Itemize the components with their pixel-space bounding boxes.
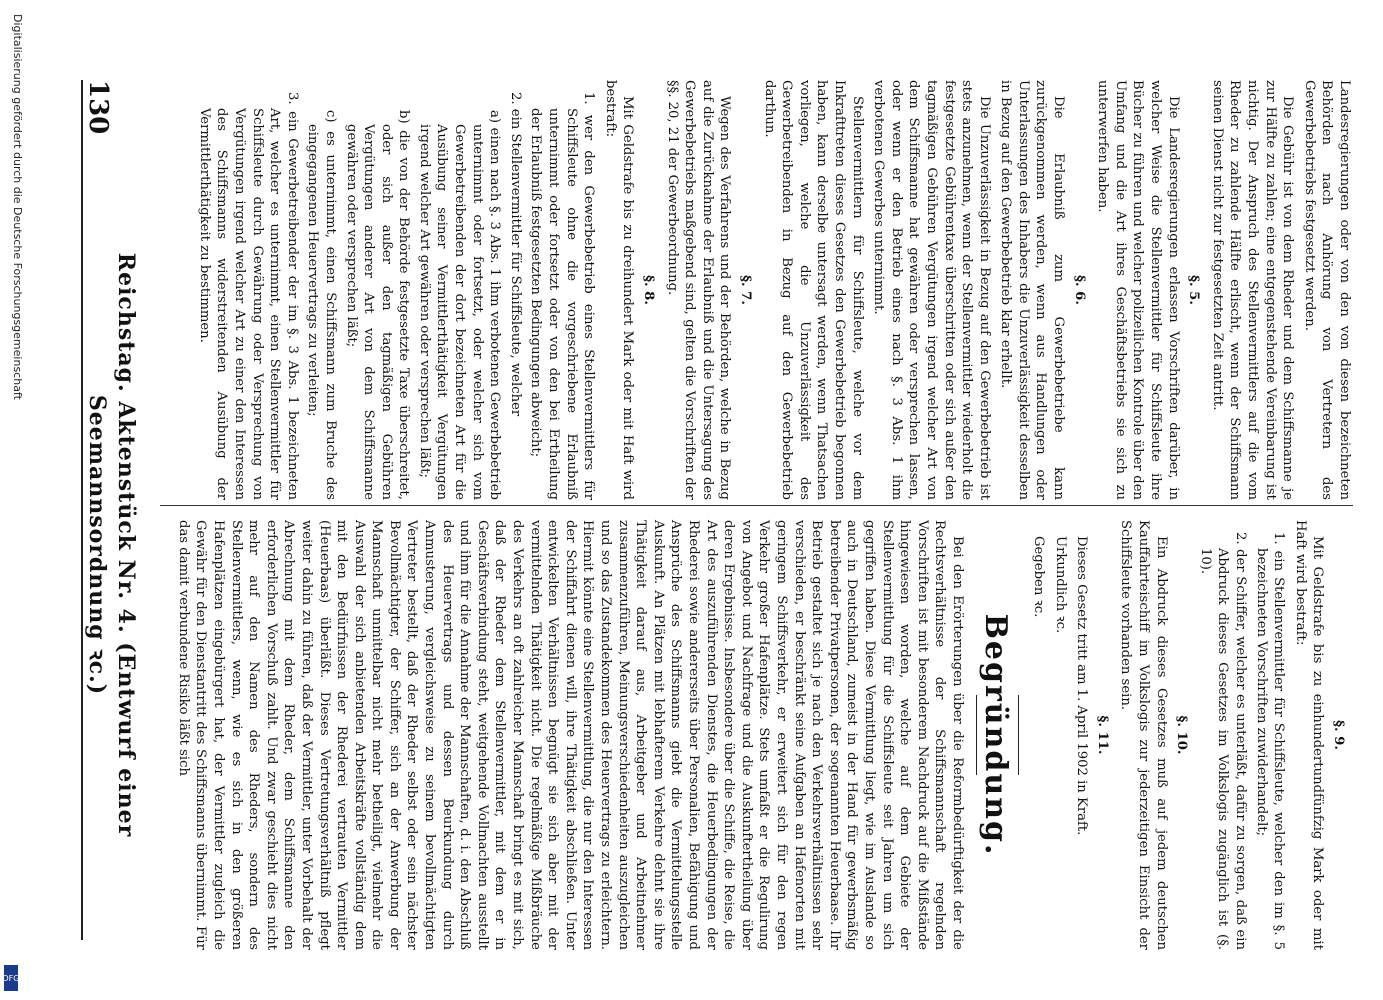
section-heading: §. 6. (1071, 275, 1087, 305)
list-item: 2. ein Stellenvermittler für Schiffsleute, welcher (507, 92, 523, 417)
signature-line: Gegeben ꝛc. (1031, 536, 1047, 618)
list-item: 3. ein Gewerbetreibender der im §. 3 Abs. 1 bezeichneten Art, welcher es unternimmt, einen Stellenvermittler für Schiffsleute durch Gewährung oder Versprechung von Vergütungen irgend welcher Art zu einer den Interessen des Schiffsmanns widerstreitenden Ausübung der Vermittlerthätigkeit zu bestimmen. (196, 92, 300, 500)
paragraph: Landesregierungen oder von den von diesen bezeichneten Behörden nach Anhörung von Vertretern des Gewerbebetriebs festgesetzt werden. (1301, 80, 1352, 500)
paragraph: Die Unzuverlässigkeit in Bezug auf den Gewerbebetrieb ist stets anzunehmen, wenn der Stellenvermittler wiederholt die festgesetzte Gebührentaxe überschritten oder sich außer den tagmäßigen Gebühren Vergütungen irgend welcher Art von dem Schiffsmanne hat gewähren oder versprechen lassen, oder wenn er den Betrieb eines nach §. 3 Abs. 1 ihm verbotenen Gewerbes unternimmt. (871, 80, 992, 500)
section-title-begruendung: Begründung. (978, 613, 1014, 857)
paragraph: Wegen des Verfahrens und der Behörden, welche in Bezug auf die Zurücknahme der Erlaubniß und die Untersagung des Gewerbebetriebs maßgebend sind, gelten die Vorschriften der §§. 20, 21 der Gewerbeordnung. (664, 80, 733, 500)
digitization-footer (4, 4, 22, 994)
column-divider (160, 505, 1353, 506)
sub-list-item: b) die von der Behörde festgesetzte Taxe überschreitet, oder sich außer den tagmäßigen Gebühren Vergütungen anderer Art von dem Schiffsmanne gewähren oder versprechen läßt; (343, 110, 412, 500)
paragraph: Ein Abdruck dieses Gesetzes muß auf jedem deutschen Kauffahrteischiff im Volkslogis zur jederzeitigen Einsicht der Schiffsleute vorhanden sein. (1118, 520, 1169, 950)
paragraph: Mit Geldstrafe bis zu einhundertundfünfzig Mark oder mit Haft wird bestraft: (1292, 520, 1326, 950)
right-column (160, 520, 1353, 950)
sub-list-item: c) es unternimmt, einen Schiffsmann zum Bruche des eingegangenen Heuervertrags zu verleiten; (305, 110, 338, 500)
list-item: 2. der Schiffer, welcher es unterläßt, dafür zu sorgen, daß ein Abdruck dieses Gesetzes im Volkslogis zugänglich ist (§. 10). (1197, 532, 1249, 950)
section-heading: §. 7. (738, 275, 753, 305)
section-heading: §. 11. (1094, 715, 1110, 755)
section-heading: §. 5. (1186, 275, 1202, 305)
section-heading: §. 8. (641, 275, 657, 305)
list-item: 1. ein Stellenvermittler für Schiffsleute, welcher den im §. 5 bezeichneten Vorschriften zuwiderhandelt; (1253, 532, 1287, 950)
paragraph: Mit Geldstrafe bis zu dreihundert Mark oder mit Haft wird bestraft: (602, 80, 636, 500)
paragraph: Die Gebühr ist von dem Rheder und dem Schiffsmanne je zur Hälfte zu zahlen; eine entgegenstehende Vereinbarung ist nichtig. Der Anspruch des Stellenvermittlers auf die vom Rheder zu zahlende Hälfte erlischt, wenn der Schiffsmann seinen Dienst nicht zur festgesetzten Zeit antritt. (1209, 80, 1296, 500)
sub-list-item: a) einen nach §. 3 Abs. 1 ihm verbotenen Gewerbebetrieb unternimmt oder fortsetzt, oder welcher sich vom Gewerbetreibenden der dort bezeichneten Art für die Ausübung seiner Vermittlerthätigkeit Vergütungen irgend welcher Art gewähren oder versprechen läßt; (416, 110, 503, 500)
page-header (81, 80, 143, 940)
section-heading: §. 9. (1331, 720, 1346, 750)
signature-line: Urkundlich ꝛc. (1052, 536, 1068, 634)
running-title: Reichstag. Aktenstück Nr. 4. (Entwurf einer Seemannsordnung ꝛc.) (84, 252, 139, 838)
dfg-logo-icon: DFG (4, 965, 18, 991)
left-column (160, 80, 1353, 500)
list-item: 1. wer den Gewerbebetrieb eines Stellenvermittlers für Schiffsleute ohne die vorgeschriebene Erlaubniß unternimmt oder fortsetzt oder von den bei Ertheilung der Erlaubniß festgesetzten Bedingungen abweicht; (528, 92, 597, 500)
paragraph: Dieses Gesetz tritt am 1. April 1902 in Kraft. (1074, 536, 1090, 836)
paragraph: Bei den Erörterungen über die Reformbedürftigkeit der die Rechtsverhältnisse der Schiffsmannschaft regelnden Vorschriften ist mit besonderem Nachdruck auf die Mißstände hingewiesen worden, welche auf dem Gebiete der Stellenvermittlung für die Schiffsleute seit Jahren um sich gegriffen haben. Diese Vermittlung liegt, wie im Auslande so auch in Deutschland, zumeist in der Hand für gewerbsmäßig betreibender Privatpersonen, der sogenannten Heuerbaase. Ihr Betrieb gestaltet sich je nach den Verkehrsverhältnissen sehr verschieden, er beschränkt seine Aufgaben an Hafenorten mit geringem Schiffsverkehr, er erweitert sich für den regen Verkehr großer Hafenplätze. Stets umfaßt er die Regulirung von Angebot und Nachfrage und die Auskunftertheilung über deren Ergebnisse. Insbesondere über die Schiffe, die Reise, die Art des auszuführenden Dienstes, die Heuerbedingungen der Rhederei sowie andererseits über Personalien, Befähigung und Ansprüche des Schiffsmanns giebt die Vermittelungsstelle Auskunft. An Plätzen mit lebhafterem Verkehre dehnt sie ihre Thätigkeit darauf aus, Arbeitgeber und Arbeitnehmer zusammenzuführen, Meinungsverschiedenheiten auszugleichen und so das Zustandekommen des Heuervertrags zu erleichtern. Hiermit könnte eine Stellenvermittlung, die nur den Interessen der Schiffahrt dienen will, ihre Thätigkeit abschließen. Unter entwickelten Verhältnissen begnügt sie sich aber mit der vermittelnden Thätigkeit nicht. Die regelmäßige Mißbräuche des Verkehrs an oft zahlreicher Mannschaft bringt es mit sich, daß der Rheder dem Stellenvermittler, mit dem er in Geschäftsverbindung steht, weitgehende Vollmachten ausstellt und ihm für die Annahme der Mannschaften, d. i. den Abschluß des Heuervertrags und dessen Beurkundung durch Anmusterung, vergleichsweise zu seinem bevollmächtigten Vertreter bestellt, daß der Rheder selbst oder sein nächster Bevollmächtigter, der Schiffer, sich an der Anwerbung der Mannschaft unmittelbar nicht mehr betheiligt, vielmehr die Auswahl der sich anbietenden Arbeitskräfte vollständig dem mit den Bedürfnissen der Rhederei vertrauten Vermittler (Heuerbaas) überläßt. Dieses Vertretungsverhältniß pflegt weiter dahin zu führen, daß der Vermittler, unter Vorbehalt der Abrechnung mit dem Rheder, dem Schiffsmanne den erforderlichen Vorschuß zahlt. Und zwar geschieht dies nicht mehr auf den Namen des Rheders, sondern des Stellenvermittlers, wenn, wie es sich in den größeren Hafenplätzen eingebürgert hat, der Vermittler zugleich die Gewähr für den Dienstantritt des Schiffsmanns übernimmt. Für das damit verbundene Risiko läßt sich (175, 520, 965, 950)
paragraph: Die Landesregierungen erlassen Vorschriften darüber, in welcher Weise die Stellenvermittler für Schiffsleute ihre Bücher zu führen und welcher polizeilichen Kontrole über den Umfang und die Art ihres Geschäftsbetriebs sie sich zu unterwerfen haben. (1095, 80, 1181, 500)
separator-rule (976, 695, 977, 775)
separator-rule (1019, 695, 1020, 775)
section-heading: §. 10. (1174, 715, 1190, 755)
page-number: 130 (83, 80, 113, 135)
footer-text: Digitalisierung gefördert durch die Deutsche Forschungsgemeinschaft (11, 14, 24, 400)
paragraph: Die Erlaubniß zum Gewerbebetriebe kann zurückgenommen werden, wenn aus Handlungen oder Unterlassungen des Inhabers die Unzuverlässigkeit desselben in Bezug auf den Gewerbebetrieb klar erhellt. (998, 80, 1067, 500)
paragraph: Stellenvermittlern für Schiffsleute, welche vor dem Inkrafttreten dieses Gesetzes den Gewerbebetrieb begonnen haben, kann derselbe untersagt werden, wenn Thatsachen vorliegen, welche die Unzuverlässigkeit des Gewerbetreibenden in Bezug auf den Gewerbebetrieb darthun. (761, 80, 865, 500)
